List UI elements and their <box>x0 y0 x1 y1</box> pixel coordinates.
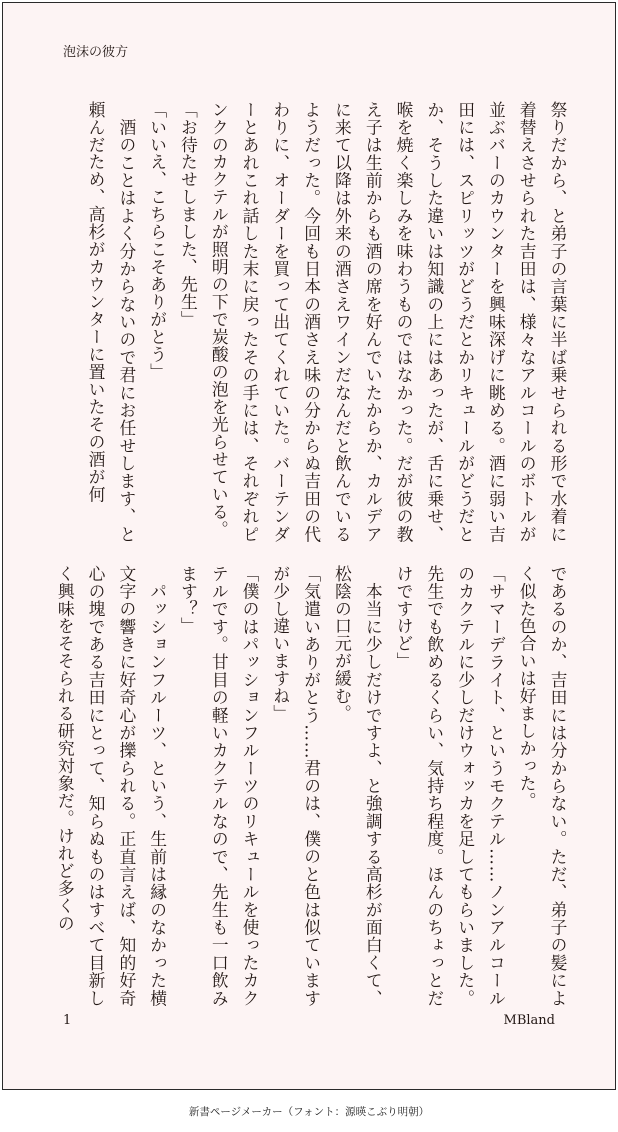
page-number: 1 <box>63 1013 72 1028</box>
paragraph: 「気遣いありがとう……君のは、僕のと色は似ていますが少し違いますね」 <box>270 565 322 1007</box>
lower-text-block <box>3 565 617 1007</box>
paragraph: 祭りだから、と弟子の言葉に半ば乗せられる形で水着に着替えさせられた吉田は、様々なアルコールのボトルが並ぶバーのカウンターを興味深げに眺める。酒に弱い吉田には、スピリッツがどうだとかリキュールがどうだとか、そうした違いは知識の上にはあったが、舌に乗せ、喉を焼く楽しみを味わうものではなかった。だが彼の教え子は生前からも酒の席を好んでいたからか、カルデアに来て以降は外来の酒さえワインだなんだと飲んでいるようだった。今回も日本の酒さえ味の分からぬ吉田の代わりに、オーダーを買って出てくれていた。バーテンダーとあれこれ話した末に戻ったその手には、それぞれピンクのカクテルが照明の下で炭酸の泡を光らせている。 <box>209 101 568 543</box>
book-page <box>2 2 616 1090</box>
paragraph: 「サマーデライト、というモクテル……ノンアルコールのカクテルに少しだけウォッカを足してもらいました。先生でも飲めるくらい、気持ち程度。ほんのちょっとだけですけど」 <box>394 565 507 1007</box>
paragraph: 「お待たせしました、先生」 <box>178 101 199 329</box>
paragraph: 「僕のはパッションフルーツのリキュールを使ったカクテルです。甘目の軽いカクテルなので、先生も一口飲みます？」 <box>178 565 261 1007</box>
paragraph: パッションフルーツ、という、生前は縁のなかった横文字の響きに好奇心が擽られる。正直言えば、知的好奇心の塊である吉田にとって、知らぬものはすべて目新しく興味をそそられる研究対象だ。けれど多くの <box>55 565 168 1007</box>
upper-text-block <box>3 101 617 543</box>
paragraph: 「いいえ、こちらこそありがとう」 <box>147 101 168 381</box>
site-name: MBland <box>503 1013 555 1028</box>
paragraph: であるのか、吉田には分からない。ただ、弟子の髪によく似た色合いは好ましかった。 <box>517 565 568 1007</box>
book-title: 泡沫の彼方 <box>63 45 129 60</box>
paragraph: 本当に少しだけですよ、と強調する高杉が面白くて、松陰の口元が緩む。 <box>332 565 384 1007</box>
generator-caption: 新書ページメーカー（フォント：源暎こぶり明朝） <box>188 1106 430 1118</box>
paragraph: 酒のことはよく分からないので君にお任せします、と頼んだため、高杉がカウンターに置いたその酒が何 <box>86 101 137 543</box>
